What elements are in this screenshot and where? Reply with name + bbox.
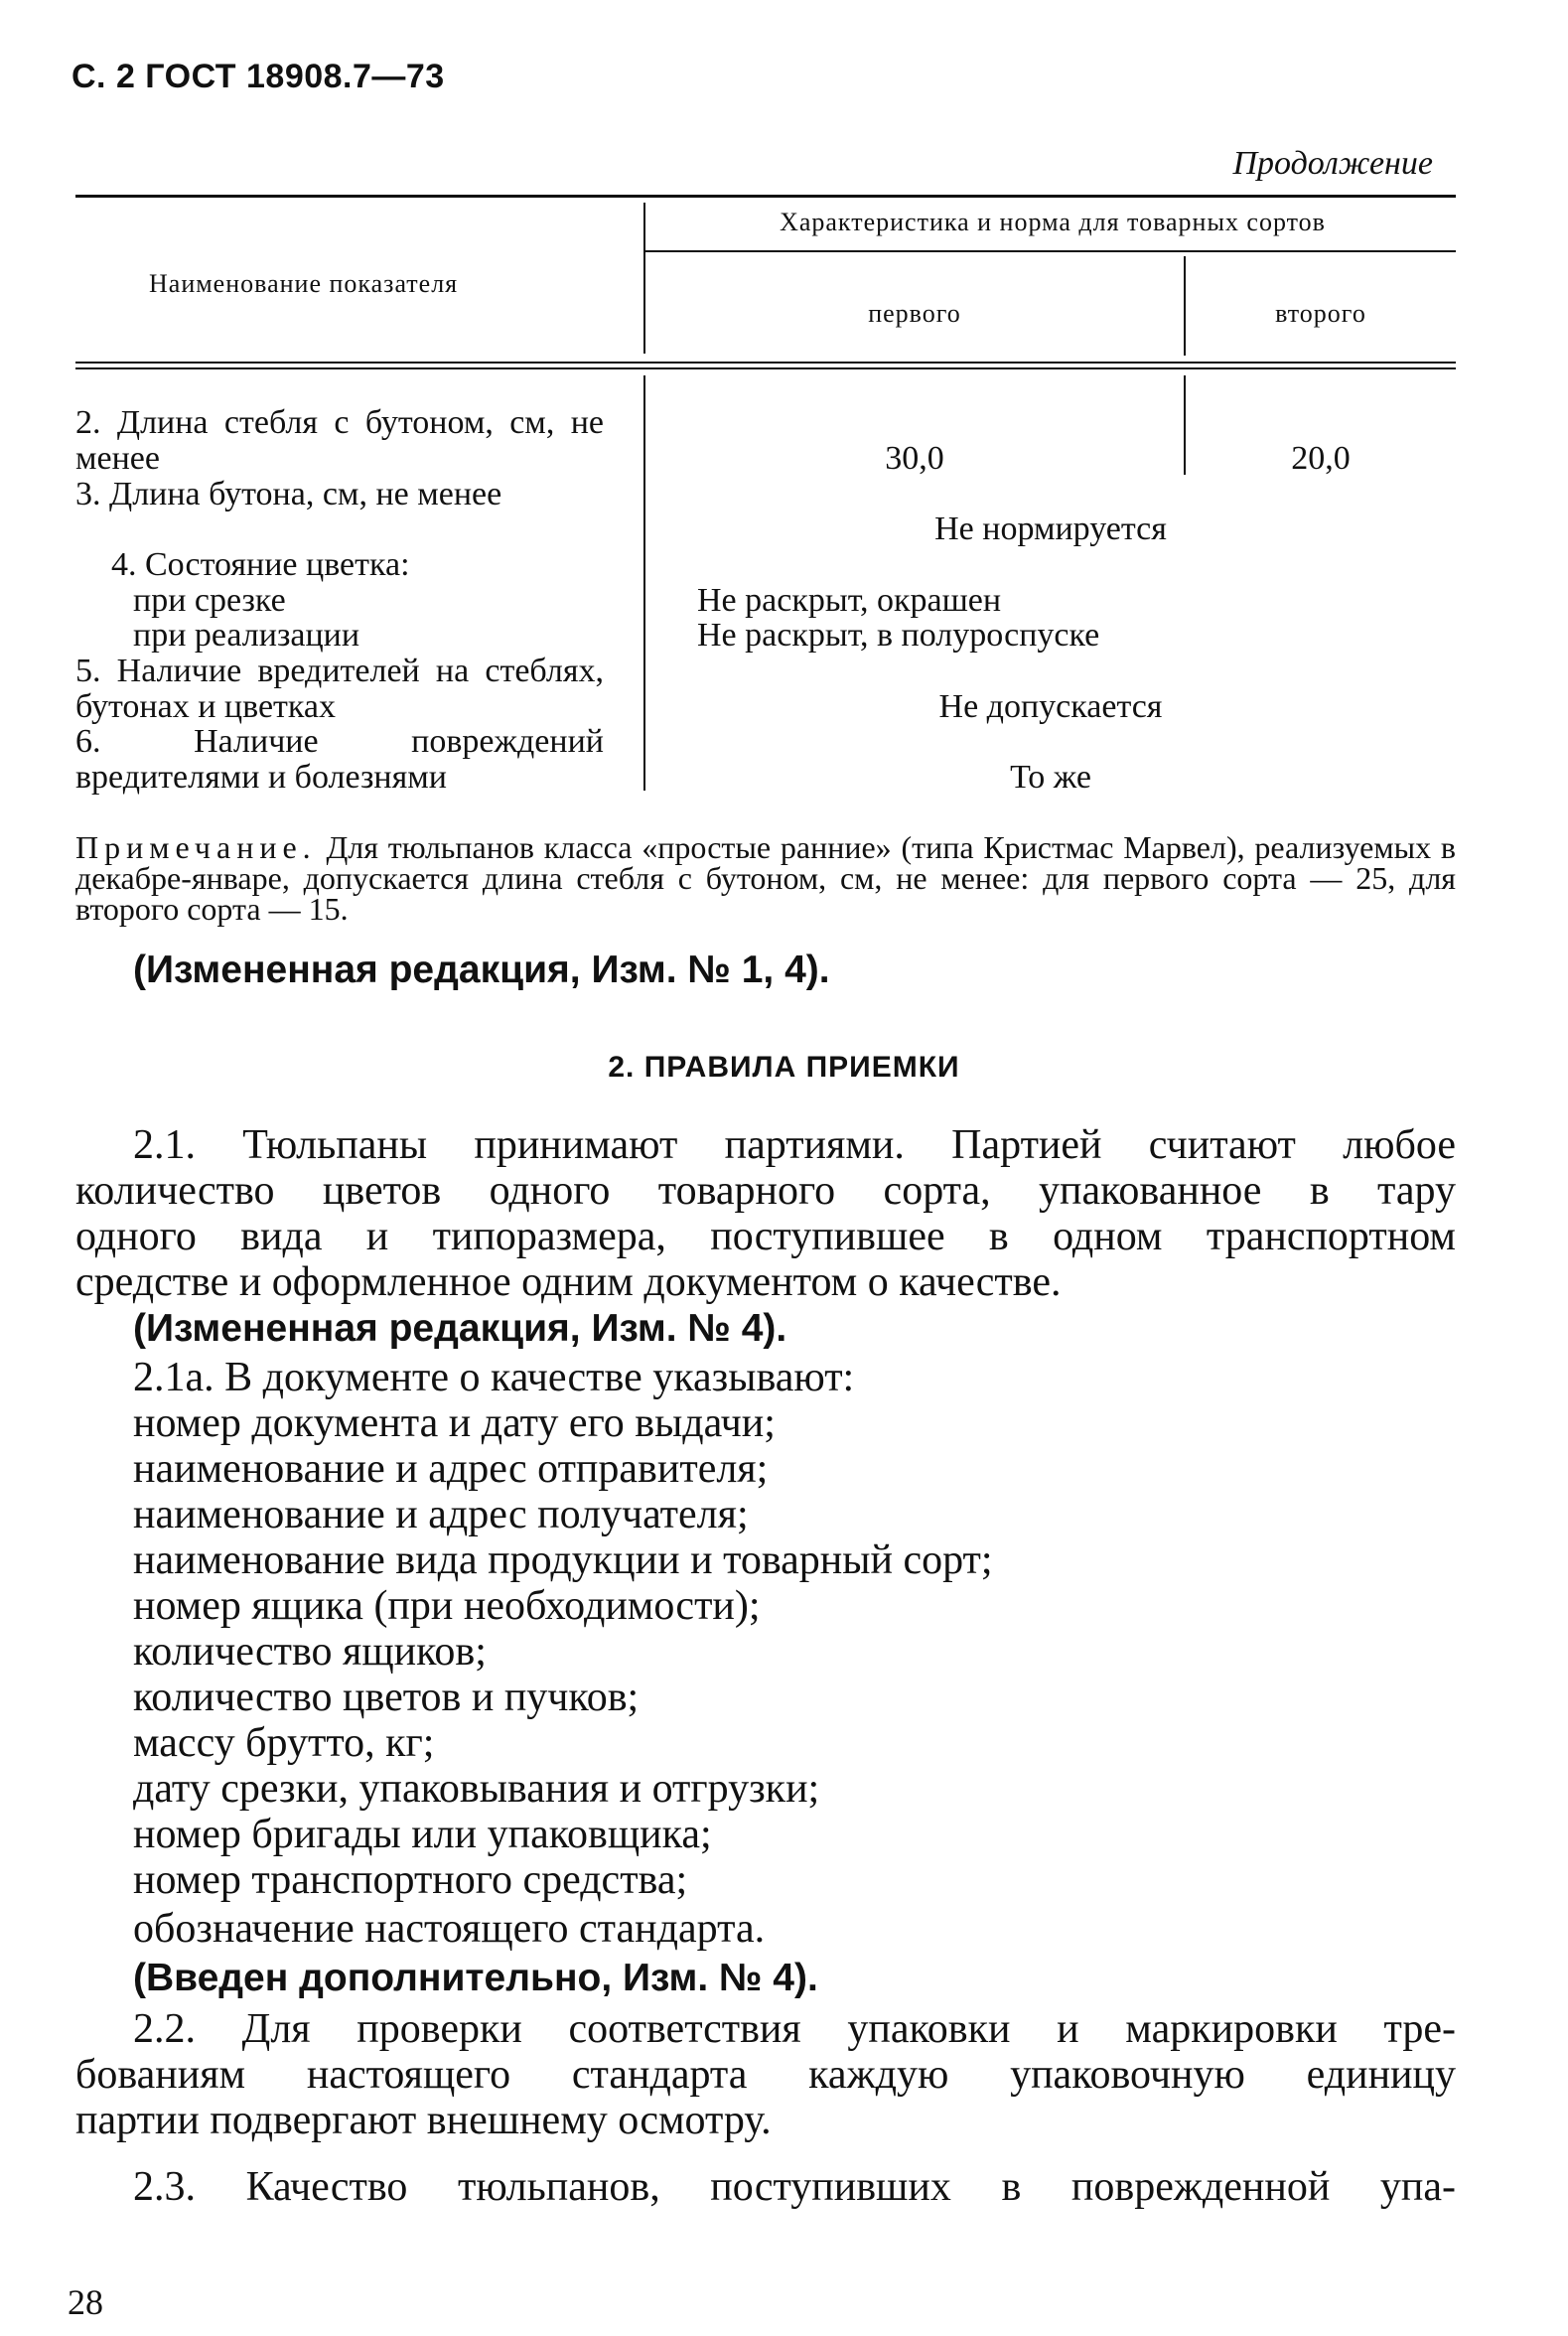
- list-item-sender: наименование и адрес отправителя;: [133, 1446, 769, 1492]
- row-flower-state-name: 4. Состояние цветка:: [111, 546, 410, 583]
- row-at-sale-name: при реализации: [133, 617, 360, 654]
- list-item-dates: дату срезки, упаковывания и отгрузки;: [133, 1766, 820, 1812]
- list-item-standard: обозначение настоящего стандарта.: [133, 1906, 766, 1952]
- p-2-1-line-3: одного вида и типоразмера, поступившее в одном транспортном: [75, 1214, 1456, 1259]
- col-char-header: Характеристика и норма для товарных сортов: [780, 208, 1326, 236]
- list-item-box-number: номер ящика (при необходимости);: [133, 1583, 761, 1629]
- page-number: 28: [68, 2282, 103, 2322]
- p-2-1a-intro: 2.1а. В документе о качестве указывают:: [133, 1355, 855, 1400]
- p-2-2-line-1: 2.2. Для проверки соответствия упаковки и маркировки тре-: [133, 2006, 1456, 2052]
- row-bud-length-name: 3. Длина бутона, см, не менее: [75, 476, 502, 512]
- amendment-note-3: (Введен дополнительно, Изм. № 4).: [133, 1957, 818, 1999]
- row-damage-name: 6. Наличие повреждений вредителями и болезнями: [75, 723, 604, 796]
- amendment-note-2: (Измененная редакция, Изм. № 4).: [133, 1307, 787, 1350]
- page-reference: С. 2 ГОСТ 18908.7—73: [71, 58, 445, 95]
- header-double-rule-2: [75, 367, 1456, 369]
- list-item-brigade: номер бригады или упаковщика;: [133, 1812, 712, 1857]
- p-2-1-line-2: количество цветов одного товарного сорта, упакованное в тару: [75, 1168, 1456, 1214]
- table-head-vertical: [643, 203, 645, 354]
- p-2-2-line-3: партии подвергают внешнему осмотру.: [75, 2098, 772, 2143]
- row-at-sale-value: Не раскрыт, в полуроспуске: [697, 617, 1100, 654]
- row-pests-value: Не допускается: [938, 688, 1163, 725]
- row-at-cutting-name: при срезке: [133, 582, 286, 619]
- list-item-box-count: количество ящиков;: [133, 1629, 487, 1675]
- row-pests-name: 5. Наличие вредителей на стеблях, бутонах и цветках: [75, 653, 604, 725]
- note-text: Для тюльпанов класса «простые ранние» (типа Кристмас Марвел), реализуемых в декабре-январе, допускается длина стебля с бутоном, см, не менее: для первого сорта — 25, для второго сорта — 15.: [75, 829, 1457, 927]
- list-item-recipient: наименование и адрес получателя;: [133, 1492, 749, 1537]
- list-item-vehicle: номер транспортного средства;: [133, 1857, 688, 1903]
- continuation-label: Продолжение: [1232, 145, 1433, 182]
- table-note: [75, 829, 1457, 927]
- row-bud-length-value: Не нормируется: [934, 511, 1167, 547]
- table-top-rule: [75, 195, 1456, 198]
- p-2-3-line-1: 2.3. Качество тюльпанов, поступивших в поврежденной упа-: [133, 2164, 1456, 2210]
- col-second-header: второго: [1275, 299, 1366, 328]
- p-2-2-line-2: бованиям настоящего стандарта каждую упаковочную единицу: [75, 2052, 1456, 2098]
- note-label: Примечание.: [75, 829, 317, 865]
- body-vertical: [643, 375, 645, 791]
- row-damage-value: То же: [1010, 759, 1091, 796]
- subheader-rule: [645, 250, 1456, 252]
- list-item-product-grade: наименование вида продукции и товарный сорт;: [133, 1537, 993, 1583]
- header-double-rule-1: [75, 362, 1456, 364]
- row-stem-length-first: 30,0: [885, 440, 944, 477]
- amendment-note-1: (Измененная редакция, Изм. № 1, 4).: [133, 949, 830, 991]
- row-stem-length-second: 20,0: [1291, 440, 1351, 477]
- col-first-header: первого: [868, 299, 961, 328]
- list-item-doc-number: номер документа и дату его выдачи;: [133, 1400, 776, 1446]
- p-2-1-line-4: средстве и оформленное одним документом о качестве.: [75, 1259, 1062, 1305]
- row-stem-length-name: 2. Длина стебля с бутоном, см, не менее: [75, 404, 604, 477]
- col-name-header: Наименование показателя: [149, 269, 459, 298]
- list-item-gross-mass: массу брутто, кг;: [133, 1720, 435, 1766]
- p-2-1-line-1: 2.1. Тюльпаны принимают партиями. Партией считают любое: [133, 1122, 1456, 1168]
- list-item-flower-count: количество цветов и пучков;: [133, 1675, 640, 1720]
- section-title: 2. ПРАВИЛА ПРИЕМКИ: [608, 1051, 960, 1084]
- row-at-cutting-value: Не раскрыт, окрашен: [697, 582, 1002, 619]
